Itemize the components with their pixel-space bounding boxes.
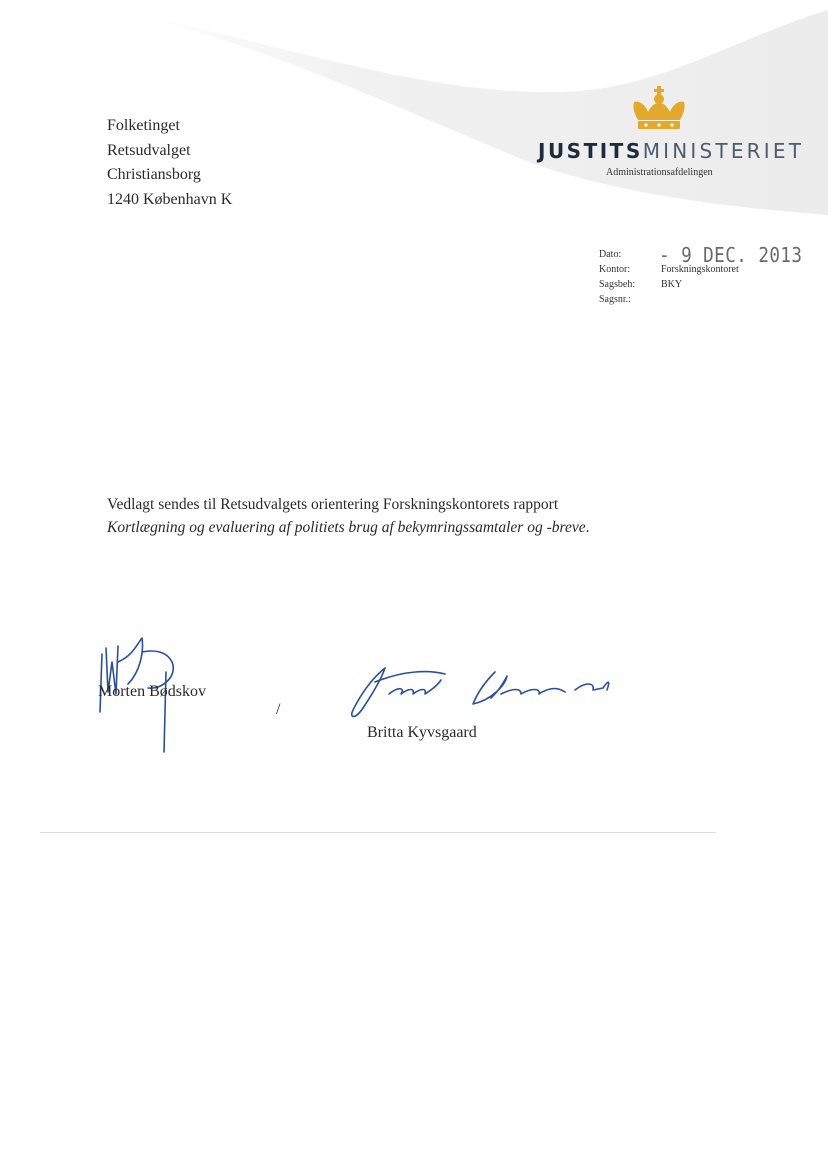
recipient-address: [107, 114, 232, 212]
date-label: Dato:: [599, 249, 622, 260]
wordmark-light: MINISTERIET: [642, 139, 805, 163]
report-title: Kortlægning og evaluering af politiets brug af bekymringssamtaler og -breve: [107, 518, 586, 536]
recipient-line: Folketinget: [107, 117, 180, 134]
body-intro: Vedlagt sendes til Retsudvalgets orientering Forskningskontorets rapport: [107, 496, 559, 513]
crown-icon: [630, 86, 690, 132]
recipient-line: Retsudvalget: [107, 141, 191, 159]
caseworker-label: Sagsbeh:: [599, 279, 636, 290]
signature-separator: /: [276, 701, 281, 718]
signer-1-name: Morten Bødskov: [98, 683, 206, 700]
signature-2-icon: [345, 660, 615, 720]
ministry-wordmark: [538, 139, 804, 163]
recipient-line: 1240 København K: [107, 190, 233, 208]
signer-2-name: Britta Kyvsgaard: [367, 724, 477, 741]
wordmark-bold: JUSTITS: [538, 139, 643, 163]
letter-body: [107, 494, 607, 539]
caseno-label: Sagsnr.:: [599, 294, 631, 305]
office-value: Forskningskontoret: [661, 264, 739, 275]
recipient-line: Christiansborg: [107, 166, 201, 183]
caseworker-value: BKY: [661, 279, 683, 290]
office-label: Kontor:: [599, 264, 631, 275]
date-stamp: - 9 DEC. 2013: [659, 243, 803, 267]
footer-divider: [40, 832, 716, 833]
department-name: Administrationsafdelingen: [606, 167, 713, 178]
body-end: .: [585, 518, 590, 536]
